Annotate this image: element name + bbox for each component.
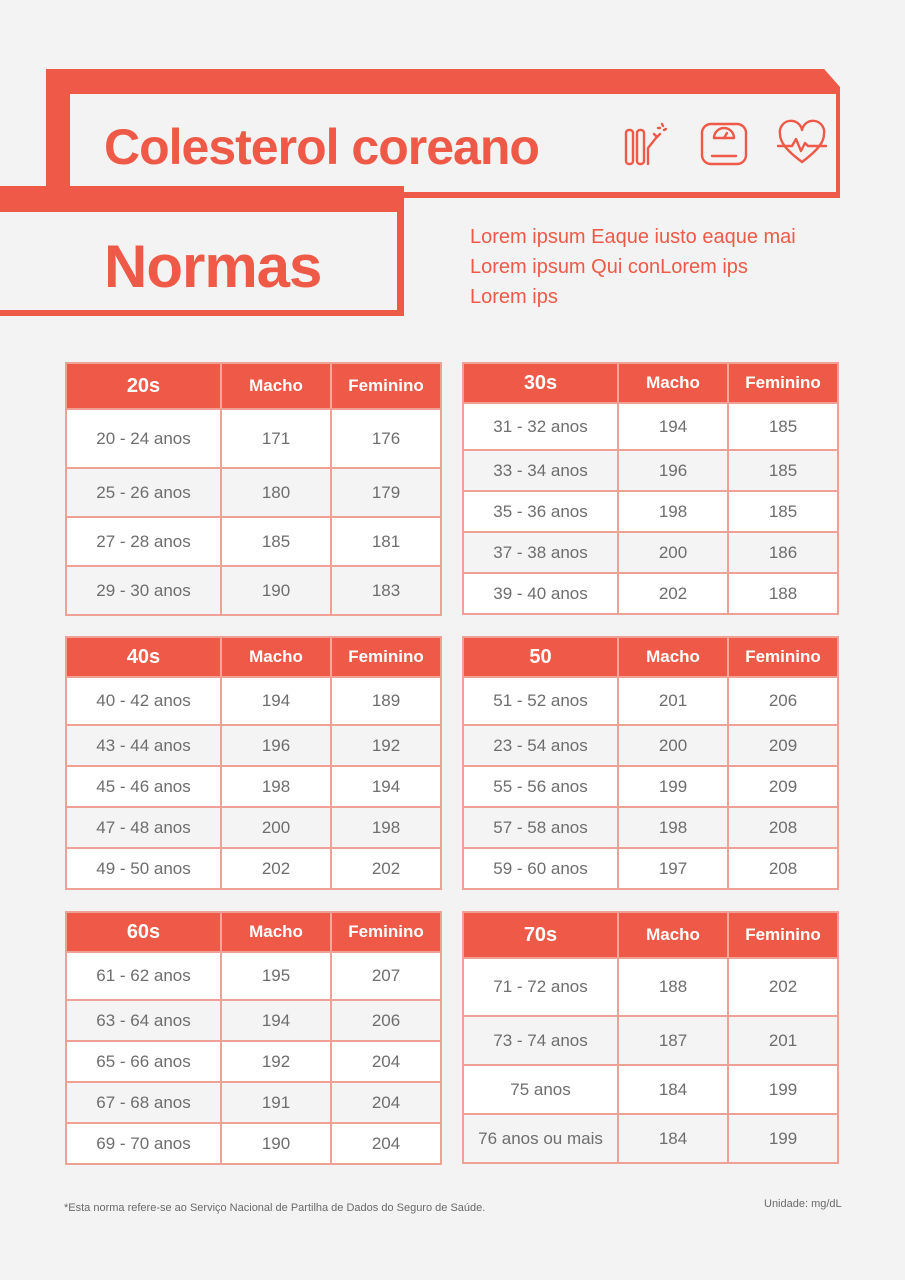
table-row: [67, 1040, 440, 1081]
female-value-cell: 207: [371, 966, 401, 985]
scale-icon: [698, 118, 750, 175]
table-row: [67, 724, 440, 765]
table-header: [464, 638, 837, 676]
age-range-cell: 25 - 26 anos: [67, 469, 222, 516]
female-value-cell: 176: [371, 428, 401, 448]
female-value-cell: 185: [768, 460, 798, 480]
female-value-cell: 198: [371, 817, 401, 837]
female-value-cell: 204: [371, 1051, 401, 1071]
table-row: [67, 999, 440, 1040]
age-range-cell: 43 - 44 anos: [67, 726, 222, 765]
table-row: [464, 402, 837, 449]
age-range-cell: 69 - 70 anos: [67, 1124, 222, 1163]
table-row: [464, 531, 837, 572]
table-header: [67, 638, 440, 676]
table-row: [464, 676, 837, 724]
age-range-cell: 31 - 32 anos: [464, 404, 619, 449]
table-row: [67, 765, 440, 806]
table-row: [67, 565, 440, 614]
header-icons: [620, 118, 828, 175]
male-value-cell: 196: [222, 726, 332, 765]
female-value-cell: 208: [768, 858, 798, 878]
female-value-cell: 185: [768, 416, 798, 436]
age-range-cell: 20 - 24 anos: [67, 410, 222, 467]
table-header: [67, 913, 440, 951]
female-value-cell: 202: [371, 858, 401, 878]
male-value-cell: 194: [222, 678, 332, 724]
male-value-cell: 195: [222, 953, 332, 999]
age-group-header: 40s: [67, 638, 222, 676]
male-value-cell: 194: [222, 1001, 332, 1040]
table-20s: [65, 362, 442, 616]
female-value-cell: 194: [371, 776, 401, 796]
female-value-cell: 181: [371, 531, 401, 551]
table-row: [464, 572, 837, 613]
female-value-cell: 199: [768, 1128, 798, 1148]
table-row: [464, 765, 837, 806]
age-group-header: 50: [464, 638, 619, 676]
female-value-cell: 209: [768, 735, 798, 755]
male-value-cell: 190: [222, 1124, 332, 1163]
table-header: [464, 913, 837, 957]
female-column-header: Feminino: [348, 376, 424, 395]
female-value-cell: 209: [768, 776, 798, 796]
male-value-cell: 191: [222, 1083, 332, 1122]
age-range-cell: 37 - 38 anos: [464, 533, 619, 572]
female-value-cell: 186: [768, 542, 798, 562]
unit-label: Unidade: mg/dL: [764, 1198, 842, 1210]
age-range-cell: 27 - 28 anos: [67, 518, 222, 565]
male-value-cell: 185: [222, 518, 332, 565]
male-value-cell: 202: [222, 849, 332, 888]
male-value-cell: 199: [619, 767, 729, 806]
male-value-cell: 184: [619, 1115, 729, 1162]
age-range-cell: 29 - 30 anos: [67, 567, 222, 614]
age-group-header: 70s: [464, 913, 619, 957]
male-value-cell: 201: [619, 678, 729, 724]
page-title: Colesterol coreano: [104, 119, 539, 175]
table-row: [464, 1015, 837, 1064]
table-row: [464, 449, 837, 490]
male-column-header: Macho: [619, 364, 729, 402]
age-range-cell: 39 - 40 anos: [464, 574, 619, 613]
bones-icon: [620, 118, 672, 175]
description-line: Lorem ipsum Qui conLorem ips: [470, 256, 748, 278]
female-column-header: Feminino: [745, 373, 821, 392]
table-row: [67, 676, 440, 724]
age-range-cell: 40 - 42 anos: [67, 678, 222, 724]
table-row: [67, 951, 440, 999]
male-value-cell: 198: [619, 808, 729, 847]
heart-pulse-icon: [776, 118, 828, 175]
male-value-cell: 200: [619, 726, 729, 765]
male-value-cell: 197: [619, 849, 729, 888]
male-value-cell: 184: [619, 1066, 729, 1113]
female-value-cell: 208: [768, 817, 798, 837]
female-value-cell: 189: [371, 691, 401, 710]
female-value-cell: 199: [768, 1079, 798, 1099]
age-range-cell: 75 anos: [464, 1066, 619, 1113]
male-value-cell: 200: [619, 533, 729, 572]
table-row: [67, 1081, 440, 1122]
table-row: [464, 1064, 837, 1113]
age-range-cell: 59 - 60 anos: [464, 849, 619, 888]
female-column-header: Feminino: [745, 647, 821, 666]
table-row: [464, 847, 837, 888]
age-range-cell: 71 - 72 anos: [464, 959, 619, 1015]
female-value-cell: 183: [371, 580, 401, 600]
table-row: [464, 806, 837, 847]
table-70s: [462, 911, 839, 1164]
age-range-cell: 55 - 56 anos: [464, 767, 619, 806]
table-60s: [65, 911, 442, 1165]
male-value-cell: 200: [222, 808, 332, 847]
table-row: [67, 847, 440, 888]
table-row: [67, 408, 440, 467]
age-range-cell: 65 - 66 anos: [67, 1042, 222, 1081]
table-header: [67, 364, 440, 408]
male-value-cell: 188: [619, 959, 729, 1015]
age-group-header: 20s: [67, 364, 222, 408]
description: [470, 222, 870, 312]
age-group-header: 60s: [67, 913, 222, 951]
description-line: Lorem ips: [470, 286, 558, 308]
male-column-header: Macho: [222, 638, 332, 676]
footnote: *Esta norma refere-se ao Serviço Nacional de Partilha de Dados do Seguro de Saúde.: [64, 1202, 486, 1214]
age-range-cell: 49 - 50 anos: [67, 849, 222, 888]
male-value-cell: 202: [619, 574, 729, 613]
age-range-cell: 33 - 34 anos: [464, 451, 619, 490]
male-value-cell: 198: [222, 767, 332, 806]
page-subtitle: Normas: [104, 233, 322, 300]
female-column-header: Feminino: [745, 925, 821, 944]
description-line: Lorem ipsum Eaque iusto eaque mai: [470, 226, 796, 248]
table-row: [67, 516, 440, 565]
female-value-cell: 192: [371, 735, 401, 755]
age-range-cell: 51 - 52 anos: [464, 678, 619, 724]
table-row: [464, 724, 837, 765]
male-column-header: Macho: [222, 913, 332, 951]
male-column-header: Macho: [222, 364, 332, 408]
female-value-cell: 202: [768, 977, 798, 996]
male-value-cell: 180: [222, 469, 332, 516]
age-range-cell: 76 anos ou mais: [464, 1115, 619, 1162]
table-row: [67, 1122, 440, 1163]
table-row: [67, 806, 440, 847]
female-value-cell: 201: [768, 1030, 798, 1050]
table-50: [462, 636, 839, 890]
female-value-cell: 188: [768, 583, 798, 603]
male-column-header: Macho: [619, 638, 729, 676]
male-value-cell: 171: [222, 410, 332, 467]
table-row: [464, 490, 837, 531]
male-value-cell: 194: [619, 404, 729, 449]
female-value-cell: 179: [371, 482, 401, 502]
table-row: [67, 467, 440, 516]
age-range-cell: 57 - 58 anos: [464, 808, 619, 847]
age-range-cell: 35 - 36 anos: [464, 492, 619, 531]
table-40s: [65, 636, 442, 890]
male-value-cell: 192: [222, 1042, 332, 1081]
table-row: [464, 957, 837, 1015]
male-column-header: Macho: [619, 913, 729, 957]
age-range-cell: 63 - 64 anos: [67, 1001, 222, 1040]
female-column-header: Feminino: [348, 647, 424, 666]
age-group-header: 30s: [464, 364, 619, 402]
female-value-cell: 204: [371, 1092, 401, 1112]
table-30s: [462, 362, 839, 615]
male-value-cell: 190: [222, 567, 332, 614]
female-value-cell: 185: [768, 501, 798, 521]
age-range-cell: 45 - 46 anos: [67, 767, 222, 806]
age-range-cell: 23 - 54 anos: [464, 726, 619, 765]
table-header: [464, 364, 837, 402]
male-value-cell: 187: [619, 1017, 729, 1064]
female-value-cell: 206: [371, 1010, 401, 1030]
age-range-cell: 67 - 68 anos: [67, 1083, 222, 1122]
age-range-cell: 47 - 48 anos: [67, 808, 222, 847]
female-column-header: Feminino: [348, 922, 424, 941]
male-value-cell: 198: [619, 492, 729, 531]
age-range-cell: 73 - 74 anos: [464, 1017, 619, 1064]
female-value-cell: 206: [768, 691, 798, 710]
female-value-cell: 204: [371, 1133, 401, 1153]
table-row: [464, 1113, 837, 1162]
age-range-cell: 61 - 62 anos: [67, 953, 222, 999]
male-value-cell: 196: [619, 451, 729, 490]
